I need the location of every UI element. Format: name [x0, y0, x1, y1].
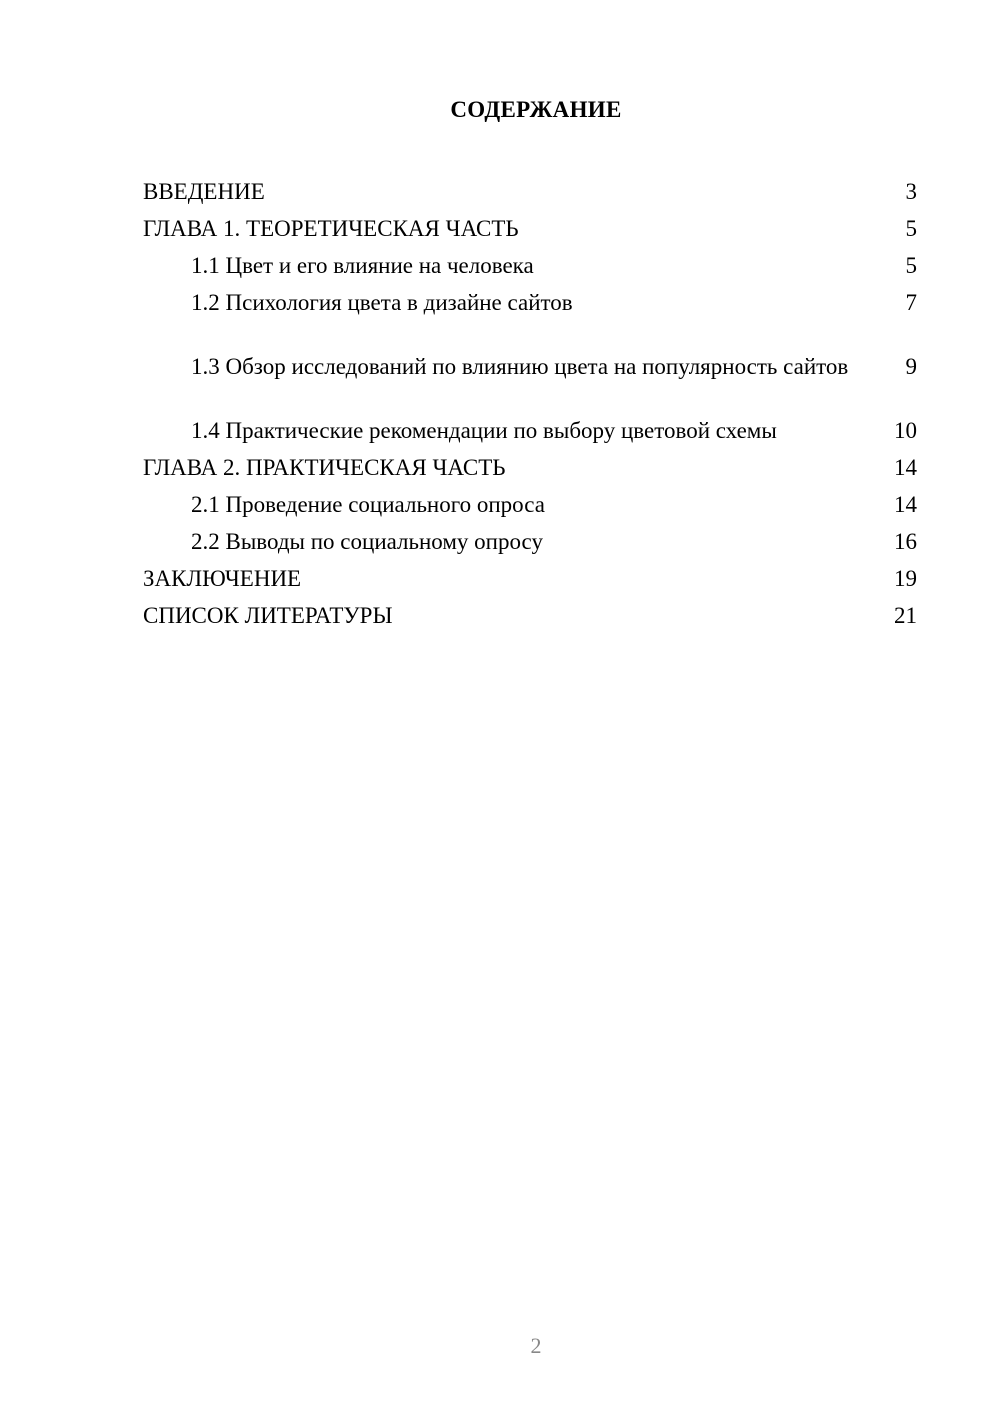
toc-entry-label: 2.1 Проведение социального опроса [191, 492, 545, 517]
toc-entry-label: 1.3 Обзор исследований по влиянию цвета на популярность сайтов [191, 354, 849, 379]
toc-entry-chapter-2[interactable] [143, 444, 917, 481]
toc-entry-label: ЗАКЛЮЧЕНИЕ [143, 566, 302, 591]
toc-entry-section-2-1[interactable] [143, 481, 917, 518]
toc-entry-label: 1.1 Цвет и его влияние на человека [191, 253, 534, 278]
toc-entry-page: 7 [905, 290, 917, 315]
toc-entry-label: 1.2 Психология цвета в дизайне сайтов [191, 290, 573, 315]
toc-entry-page: 14 [894, 455, 917, 480]
toc-entry-page: 3 [905, 179, 917, 204]
page-title: СОДЕРЖАНИЕ [450, 97, 622, 122]
toc-entry-section-1-3[interactable] [143, 316, 917, 380]
toc-entry-page: 16 [894, 529, 917, 554]
toc-entry-section-2-2[interactable] [143, 518, 917, 555]
toc-entry-label: СПИСОК ЛИТЕРАТУРЫ [143, 603, 393, 628]
toc-entry-label: ГЛАВА 1. ТЕОРЕТИЧЕСКАЯ ЧАСТЬ [143, 216, 519, 241]
toc-entry-section-1-2[interactable] [143, 279, 917, 316]
toc-entry-label: 1.4 Практические рекомендации по выбору цветовой схемы [191, 418, 777, 443]
toc-entry-section-1-4[interactable] [143, 380, 917, 444]
toc-entry-label: 2.2 Выводы по социальному опросу [191, 529, 543, 554]
toc-entry-bibliography[interactable] [143, 592, 917, 629]
toc-entry-label: ГЛАВА 2. ПРАКТИЧЕСКАЯ ЧАСТЬ [143, 455, 506, 480]
page-number: 2 [530, 1333, 542, 1358]
toc-entry-chapter-1[interactable] [143, 205, 917, 242]
toc-entry-page: 21 [894, 603, 917, 628]
toc-entry-introduction[interactable] [143, 168, 917, 205]
table-of-contents [143, 168, 917, 629]
toc-entry-label: ВВЕДЕНИЕ [143, 179, 265, 204]
toc-entry-page: 9 [905, 354, 917, 379]
toc-entry-page: 5 [905, 216, 917, 241]
toc-entry-page: 14 [894, 492, 917, 517]
toc-entry-page: 10 [894, 418, 917, 443]
toc-entry-conclusion[interactable] [143, 555, 917, 592]
toc-entry-page: 5 [905, 253, 917, 278]
toc-entry-section-1-1[interactable] [143, 242, 917, 279]
toc-entry-page: 19 [894, 566, 917, 591]
